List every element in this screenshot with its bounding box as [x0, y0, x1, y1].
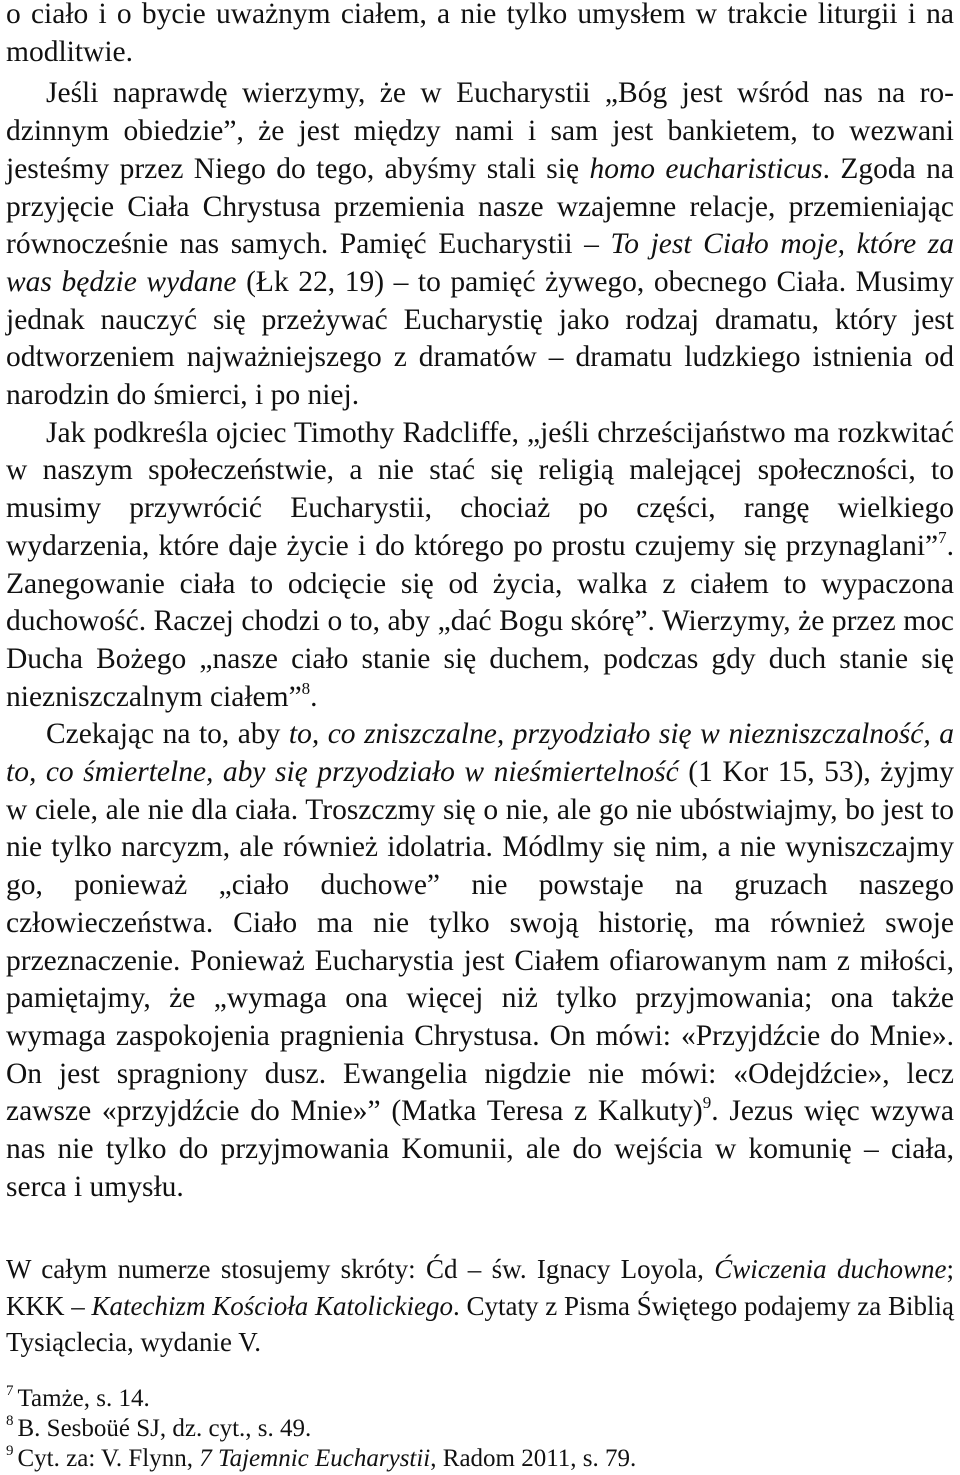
editorial-note-text [6, 1251, 954, 1361]
footnote-ref-7[interactable]: 7 [938, 527, 947, 547]
editorial-note-italic-1: Ćwiczenia duchowne [714, 1254, 947, 1284]
page-body [6, 0, 954, 1207]
paragraph-4-italic-1: to, co zniszczalne, przyodziało się w niezniszczalność, a to, co śmiertelne, aby się przyodziało w nieśmiertelność [6, 718, 954, 789]
paragraph-3-text-3: . [310, 680, 318, 713]
paragraph-2-text-2: . Zgoda na przyjęcie Ciała Chrystusa przemienia nasze wzajemne relacje, przemieniając równocześnie nas samych. Pamięć Eucharystii – [6, 152, 954, 261]
paragraph-4-text-3: . Jezus więc wzywa nas nie tylko do przyjmowania Komunii, ale do wejścia w komunię – ciała, serca i umysłu. [6, 1095, 954, 1203]
paragraph-4-text-1: Czekając na to, aby [46, 718, 289, 751]
main-text [6, 0, 954, 1207]
paragraph-2 [6, 75, 954, 414]
footnote-text: Tamże, s. 14. [17, 1385, 150, 1412]
paragraph-2-text-3: (Łk 22, 19) – to pamięć żywego, obecnego Ciała. Musimy jednak nauczyć się przeżywać Eucharystię jako rodzaj dramatu, który jest odtworzeniem najważniejszego z dramatów – dramatu ludzkiego istnienia od narodzin do śmierci, i po niej. [6, 265, 954, 412]
footnote-text: Cyt. za: V. Flynn, [17, 1445, 200, 1472]
paragraph-2-italic-2: To jest Ciało moje, które za was będzie wydane [6, 228, 955, 298]
footnote-ref-8[interactable]: 8 [301, 678, 311, 698]
footnote-9 [6, 1444, 954, 1474]
footnotes [6, 1384, 954, 1474]
paragraph-1 [6, 0, 954, 71]
paragraph-2-italic-1: homo eucharisticus [589, 152, 823, 185]
editorial-note-italic-2: Katechizm Kościoła Katolickiego [91, 1290, 453, 1321]
footnote-8 [6, 1414, 954, 1444]
paragraph-3-text-2: . Zanegowanie ciała to odcięcie się od życia, walka z ciałem to wypaczona duchowość. Raczej chodzi o to, aby „dać Bogu skórę”. Wierzymy, że przez moc Ducha Bożego „nasze ciało stanie się duchem, podczas gdy duch stanie się niezniszczalnym ciałem” [6, 529, 954, 713]
footnote-italic-title: 7 Tajemnic Eucharystii [199, 1445, 431, 1472]
paragraph-1-text: o ciało i o bycie uważnym ciałem, a nie tylko umysłem w trakcie liturgii i na modlitwie. [6, 0, 954, 68]
footnote-text: B. Sesboüé SJ, dz. cyt., s. 49. [17, 1415, 312, 1442]
footnote-text-end: , Radom 2011, s. 79. [430, 1445, 637, 1472]
paragraph-4 [6, 716, 954, 1206]
paragraph-3 [6, 415, 954, 717]
footnote-number: 7 [6, 1383, 14, 1399]
paragraph-2-text-1: Jeśli naprawdę wierzymy, że w Eucharystii „Bóg jest wśród nas na rodzinnym obiedzie”, że jest między nami i sam jest bankietem, to wezwani jesteśmy przez Niego do tego, abyśmy stali się [6, 77, 954, 185]
paragraph-3-text-1: Jak podkreśla ojciec Timothy Radcliffe, „jeśli chrześcijaństwo ma rozkwitać w naszym społeczeństwie, a nie stać się religią malejącej społeczności, to musimy przywrócić Eucharystii, chociaż po części, rangę wielkiego wydarzenia, które daje życie i do którego po prostu czujemy się przynaglani” [6, 416, 954, 562]
editorial-note-text-3: . Cytaty z Pisma Świętego podajemy za Biblią Tysiąclecia, wydanie V. [6, 1290, 954, 1357]
footnote-ref-9[interactable]: 9 [702, 1093, 712, 1113]
paragraph-4-text-2: (1 Kor 15, 53), żyjmy w ciele, ale nie dla ciała. Troszczmy się o nie, ale go nie ubóstwiajmy, bo jest to nie tylko narcyzm, ale również idolatria. Módlmy się nim, a nie wyniszczajmy go, ponieważ „ciało duchowe” nie powstaje na gruzach naszego człowieczeństwa. Ciało ma nie tylko swoją historię, ma również swoje przeznaczenie. Ponieważ Eucharystia jest Ciałem ofiarowanym nam z miłości, pamiętajmy, że „wymaga ona więcej niż tylko przyjmowania; ona także wymaga zaspokojenia pragnienia Chrystusa. On mówi: «Przyjdźcie do Mnie». On jest spragniony dusz. Ewangelia nigdzie nie mówi: «Odejdźcie», lecz zawsze «przyjdźcie do Mnie»” (Matka Teresa z Kalkuty) [6, 756, 955, 1128]
editorial-note [6, 1251, 954, 1361]
editorial-note-text-2: ; KKK – [6, 1254, 954, 1321]
footnote-number: 8 [6, 1413, 14, 1429]
editorial-note-text-1: W całym numerze stosujemy skróty: Ćd – św. Ignacy Loyola, [6, 1254, 715, 1284]
footnote-number: 9 [6, 1443, 14, 1459]
footnote-7 [6, 1384, 954, 1414]
